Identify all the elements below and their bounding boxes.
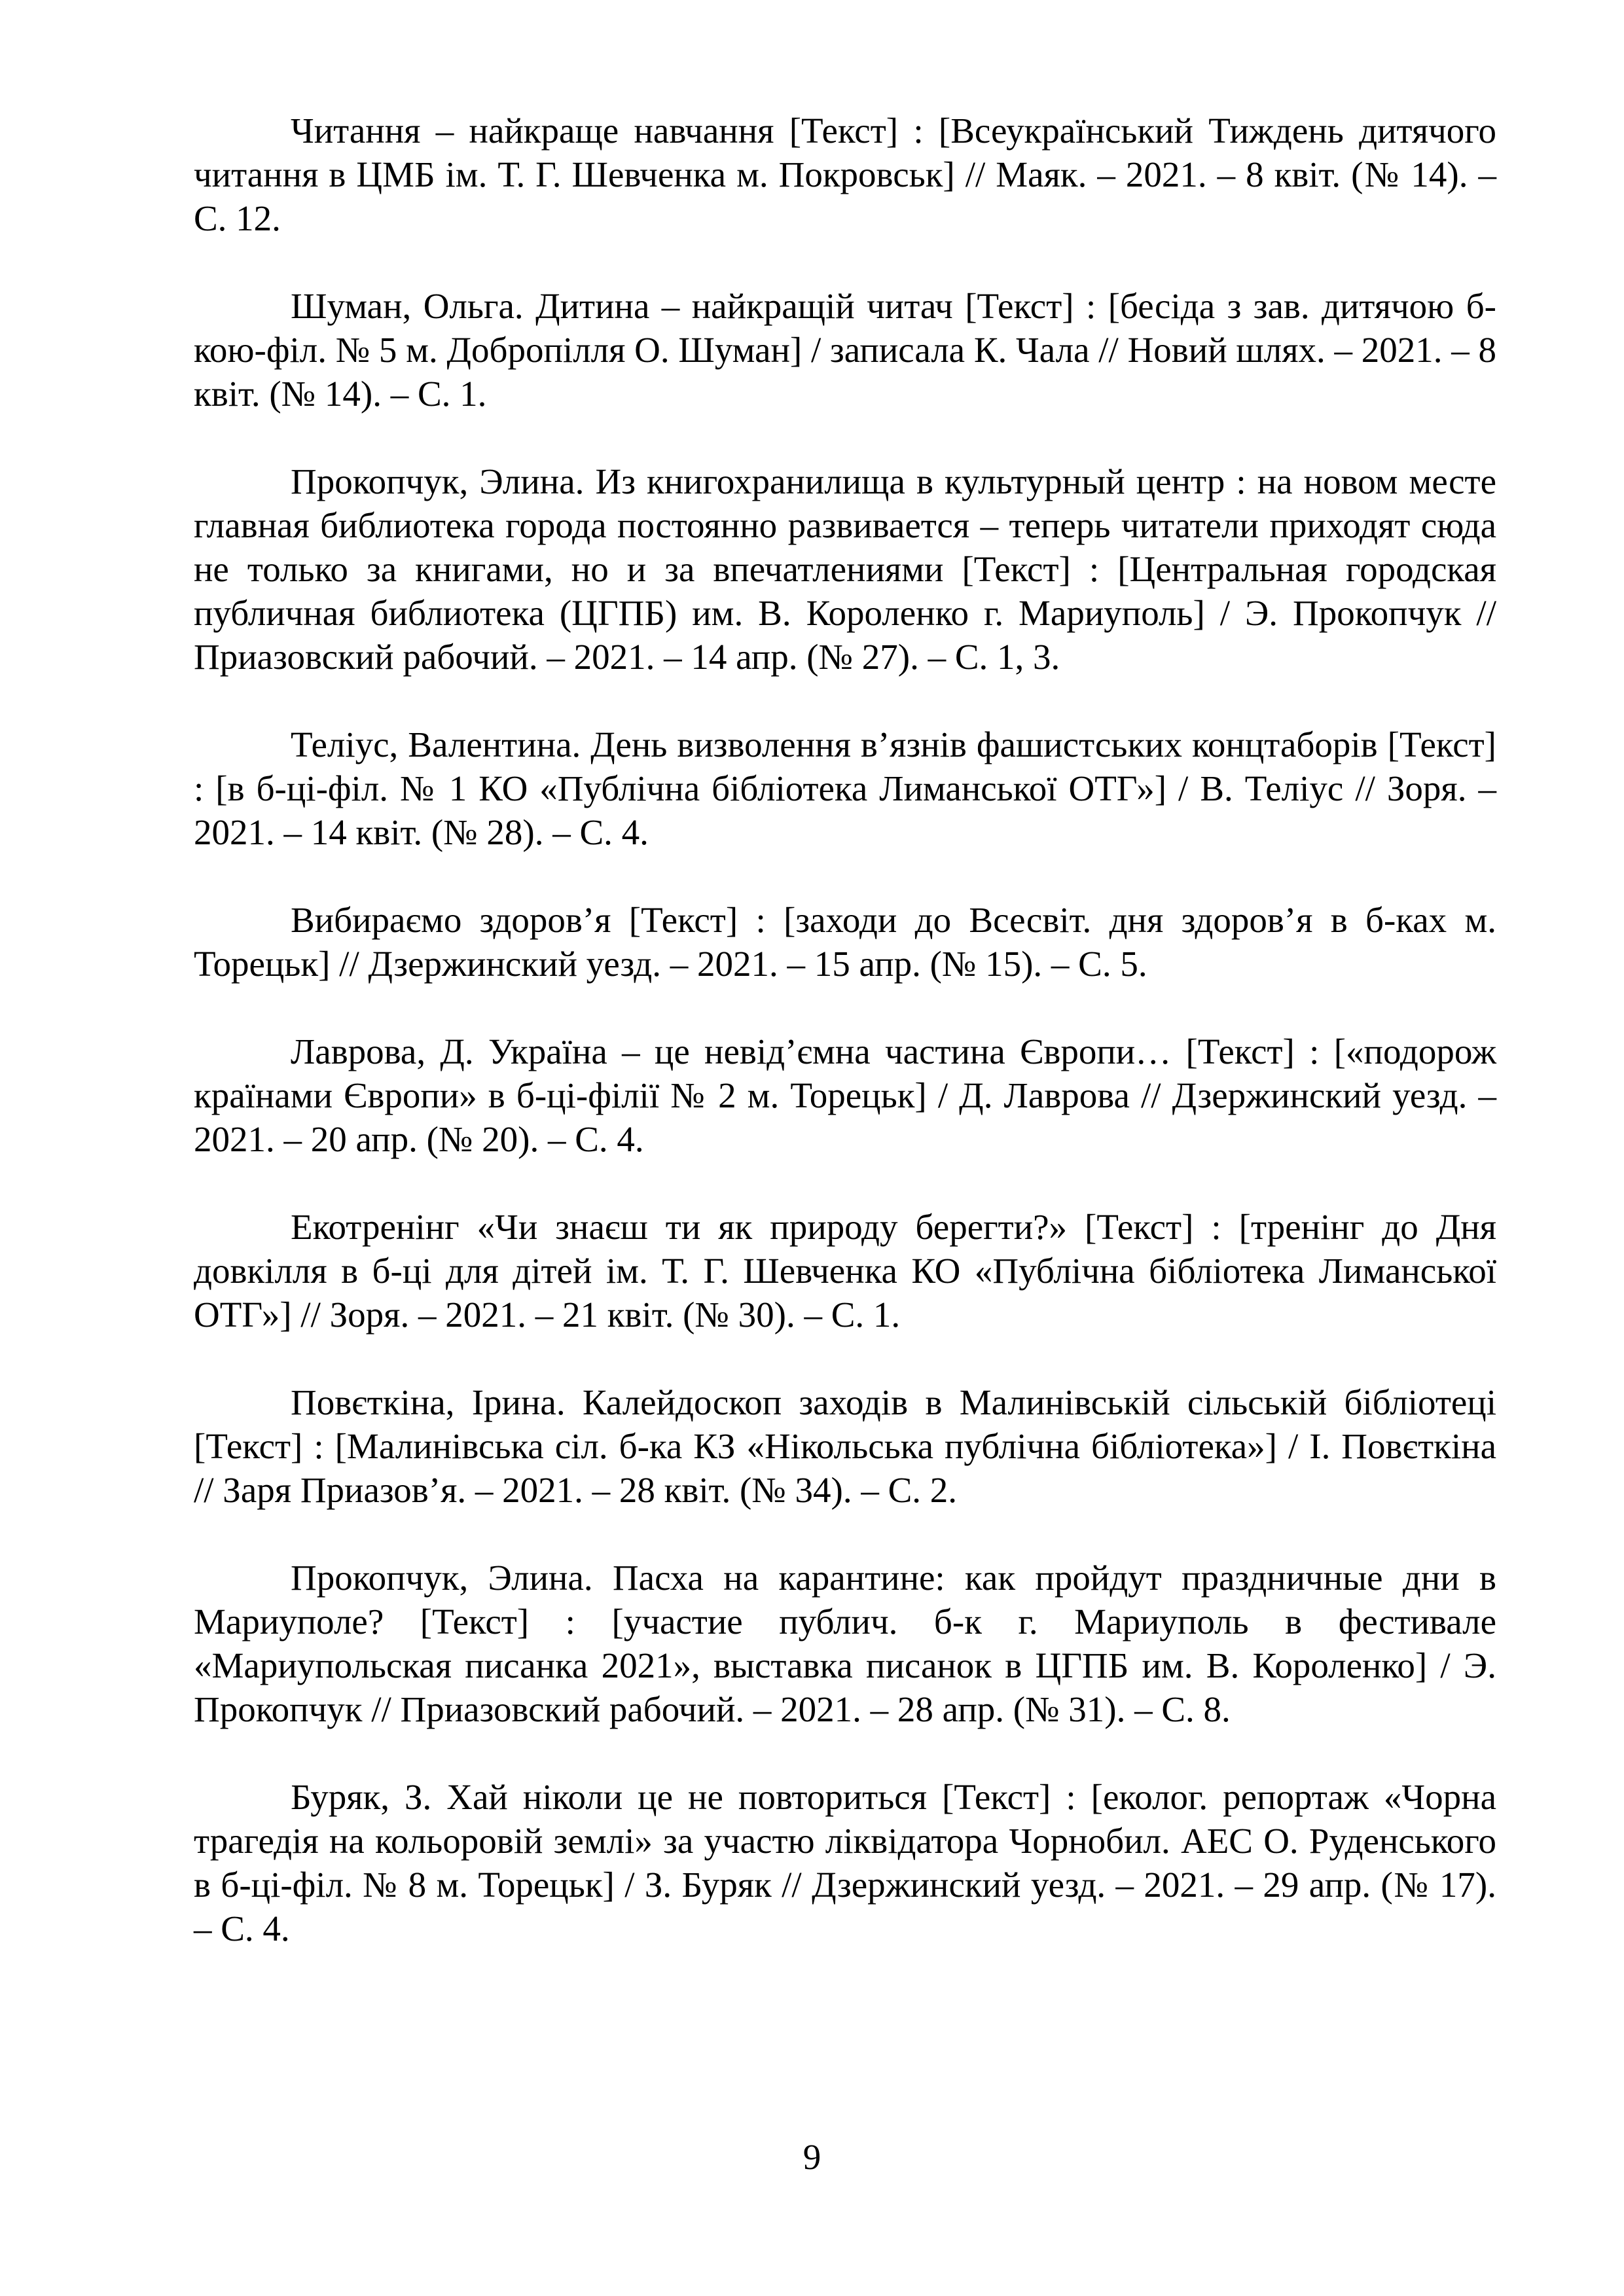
page-number: 9 (803, 2137, 821, 2177)
bibliography-entry: Лаврова, Д. Україна – це невід’ємна частина Європи… [Текст] : [«подорож країнами Європи» в б-ці-філії № 2 м. Торецьк] / Д. Лаврова // Дзержинский уезд. – 2021. – 20 апр. (№ 20). – С. 4. (194, 1031, 1496, 1159)
bibliography-entry: Шуман, Ольга. Дитина – найкращій читач [Текст] : [бесіда з зав. дитячою б-кою-філ. № 5 м. Добропілля О. Шуман] / записала К. Чала // Новий шлях. – 2021. – 8 квіт. (№ 14). – С. 1. (194, 286, 1496, 414)
bibliography-entry: Повєткіна, Ірина. Калейдоскоп заходів в Малинівській сільській бібліотеці [Текст] : [Малинівська сіл. б-ка КЗ «Нікольська публічна бібліотека»] / І. Повєткіна // Заря Приазов’я. – 2021. – 28 квіт. (№ 34). – С. 2. (194, 1382, 1496, 1510)
bibliography-entry: Прокопчук, Элина. Пасха на карантине: как пройдут праздничные дни в Мариуполе? [Текст] : [участие публич. б-к г. Мариуполь в фестивале «Мариупольская писанка 2021», выставка писанок в ЦГПБ им. В. Короленко] / Э. Прокопчук // Приазовский рабочий. – 2021. – 28 апр. (№ 31). – С. 8. (194, 1558, 1496, 1729)
bibliography-entry: Вибираємо здоров’я [Текст] : [заходи до Всесвіт. дня здоров’я в б-ках м. Торецьк] // Дзержинский уезд. – 2021. – 15 апр. (№ 15). – С. 5. (194, 900, 1496, 984)
bibliography-entry: Екотренінг «Чи знаєш ти як природу берегти?» [Текст] : [тренінг до Дня довкілля в б-ці для дітей ім. Т. Г. Шевченка КО «Публічна бібліотека Лиманської ОТГ»] // Зоря. – 2021. – 21 квіт. (№ 30). – С. 1. (194, 1207, 1496, 1335)
bibliography-list (194, 109, 1496, 1994)
bibliography-entry: Буряк, З. Хай ніколи це не повториться [Текст] : [еколог. репортаж «Чорна трагедія на кольоровій землі» за участю ліквідатора Чорнобил. АЕС О. Руденського в б-ці-філ. № 8 м. Торецьк] / З. Буряк // Дзержинский уезд. – 2021. – 29 апр. (№ 17). – С. 4. (194, 1777, 1496, 1948)
bibliography-entry: Теліус, Валентина. День визволення в’язнів фашистських концтаборів [Текст] : [в б-ці-філ. № 1 КО «Публічна бібліотека Лиманської ОТГ»] / В. Теліус // Зоря. – 2021. – 14 квіт. (№ 28). – С. 4. (194, 725, 1496, 852)
bibliography-entry: Прокопчук, Элина. Из книгохранилища в культурный центр : на новом месте главная библиотека города постоянно развивается – теперь читатели приходят сюда не только за книгами, но и за впечатлениями [Текст] : [Центральная городская публичная библиотека (ЦГПБ) им. В. Короленко г. Мариуполь] / Э. Прокопчук // Приазовский рабочий. – 2021. – 14 апр. (№ 27). – С. 1, 3. (194, 461, 1496, 677)
bibliography-entry: Читання – найкраще навчання [Текст] : [Всеукраїнський Тиждень дитячого читання в ЦМБ ім. Т. Г. Шевченка м. Покровськ] // Маяк. – 2021. – 8 квіт. (№ 14). – С. 12. (194, 111, 1496, 238)
